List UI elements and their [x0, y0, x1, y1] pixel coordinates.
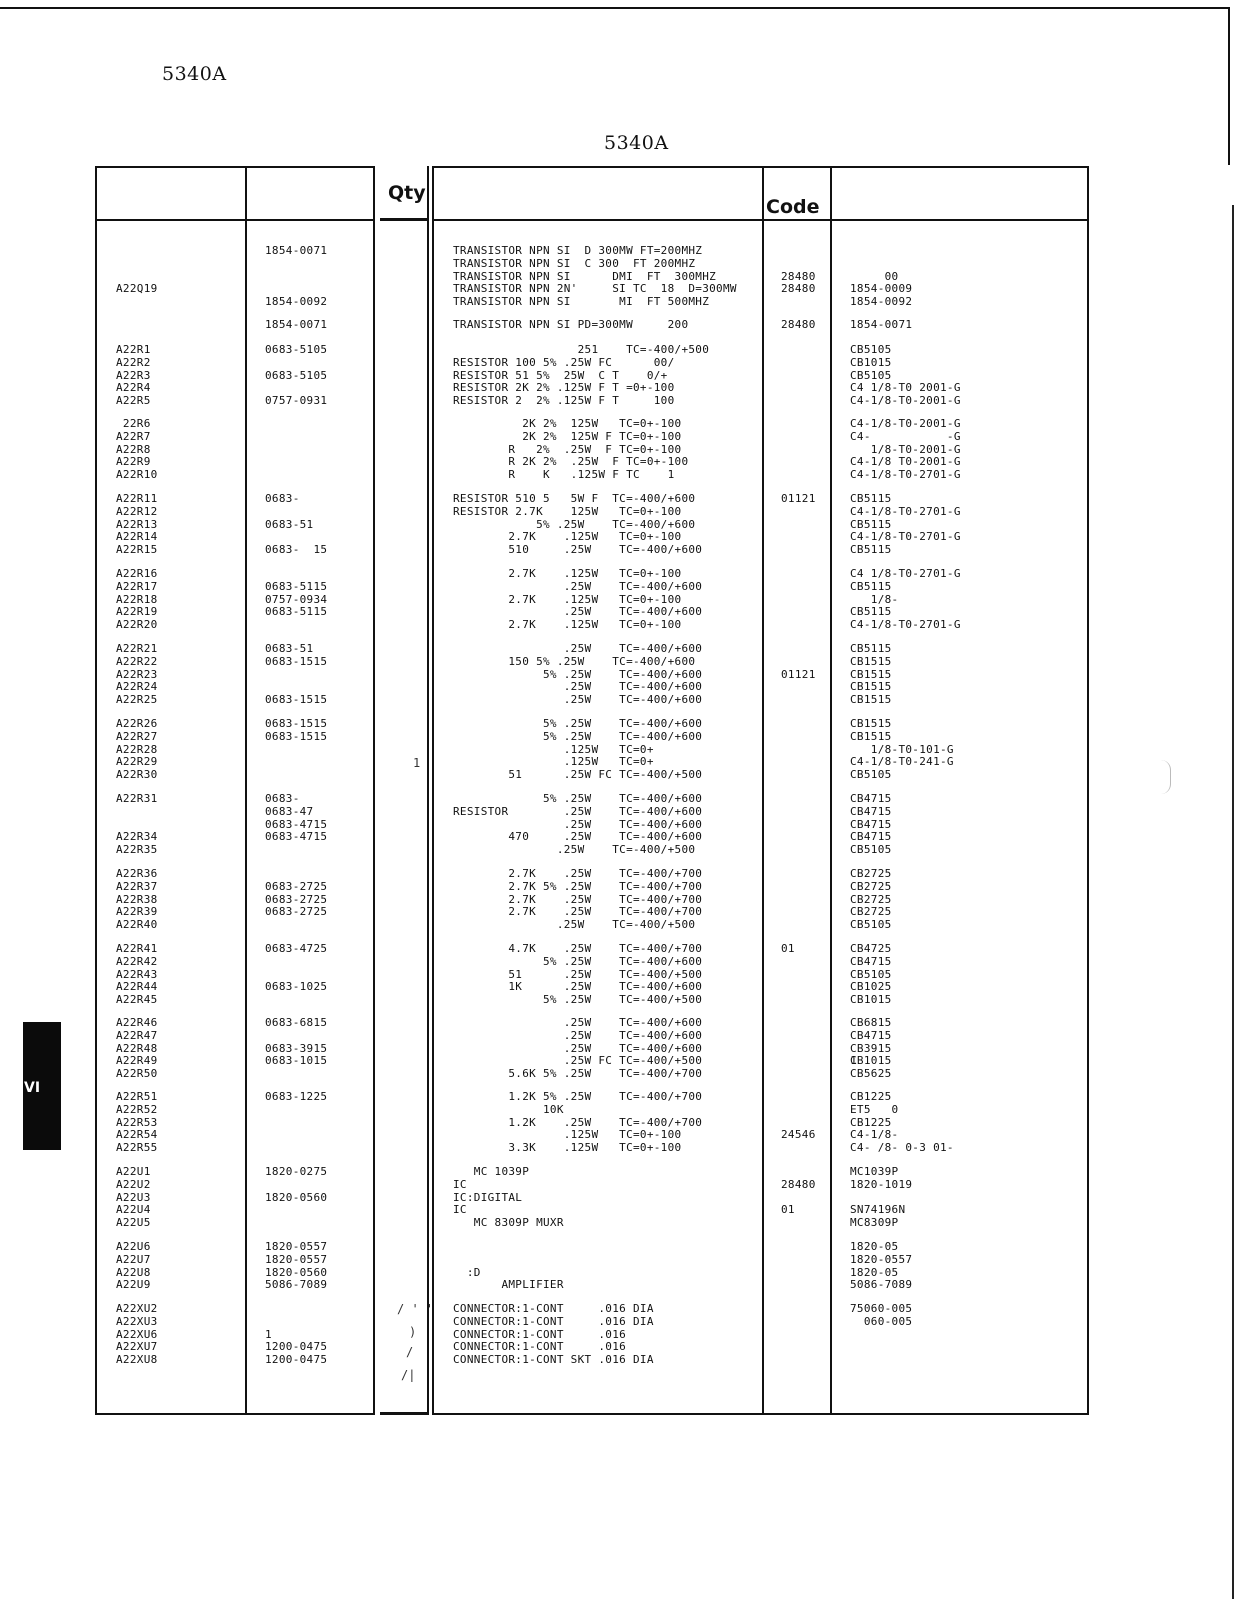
part-numbers: 1854-0071: [265, 318, 328, 331]
qty-mark: ): [409, 1325, 417, 1339]
descriptions: 4.7K .25W TC=-400/+700 5% .25W TC=-400/+600 51 .25W TC=-400/+500 1K .25W TC=-400/+600 5% .25W TC=-400/+500: [508, 942, 703, 1007]
page-border-right-lower: [1232, 205, 1234, 1599]
reference-designators: A22R36 A22R37 A22R38 A22R39 A22R40: [116, 867, 158, 932]
column-rule: [1087, 166, 1089, 1415]
column-rule: [95, 166, 97, 1415]
column-rule: [432, 166, 434, 1415]
part-numbers: 1820-0275 1820-0560: [265, 1165, 328, 1204]
mfr-part-numbers: 1820-05 1820-0557 1820-05 5086-7089: [850, 1240, 913, 1292]
mfr-codes: 28480 01: [781, 1177, 816, 1217]
reference-designators: A22U6 A22U7 A22U8 A22U9: [116, 1240, 151, 1292]
reference-designators: A22XU2 A22XU3 A22XU6 A22XU7 A22XU8: [116, 1302, 158, 1367]
part-numbers: 1854-0071 1854-0092: [265, 244, 328, 309]
qty-mark: 1: [413, 756, 421, 770]
mfr-codes: 01: [781, 942, 795, 955]
part-numbers: 0683-51 0683-1515 0683-1515: [265, 642, 328, 707]
reference-designators: A22R46 A22R47 A22R48 A22R49 A22R50: [116, 1016, 158, 1081]
table-top-rule: [95, 166, 375, 168]
part-numbers: 1820-0557 1820-0557 1820-0560 5086-7089: [265, 1240, 328, 1292]
descriptions: .25W TC=-400/+600 .25W TC=-400/+600 .25W TC=-400/+600 .25W FC TC=-400/+500 5.6K 5% .25W TC=-400/+700: [508, 1016, 703, 1081]
column-rule: [762, 166, 764, 1415]
descriptions: 2K 2% 125W TC=0+-100 2K 2% 125W F TC=0+-100 R 2% .25W F TC=0+-100 R 2K 2% .25W F TC=0+-100 R K .125W F TC 1: [508, 417, 689, 482]
header-rule: [433, 219, 1089, 221]
page-border-top: [0, 7, 1230, 9]
reference-designators: A22Q19: [116, 282, 158, 296]
mfr-part-numbers: CB5105 CB1015 CB5105 C4 1/8-T0 2001-G C4-1/8-T0-2001-G: [850, 343, 961, 408]
reference-designators: A22R1 A22R2 A22R3 A22R4 A22R5: [116, 343, 151, 408]
mfr-codes: 01121: [781, 667, 816, 681]
part-numbers: 0683-2725 0683-2725 0683-2725: [265, 879, 328, 919]
table-bottom-rule: [95, 1413, 375, 1415]
reference-designators: A22U1 A22U2 A22U3 A22U4 A22U5: [116, 1165, 151, 1230]
mfr-part-numbers: CB4715 CB4715 CB4715 CB4715 CB5105: [850, 792, 892, 857]
mfr-part-numbers: 1854-0071: [850, 318, 913, 331]
mfr-part-numbers: CB6815 CB4715 CB3915 CB1015 CB5625: [850, 1016, 892, 1081]
reference-designators: A22R16 A22R17 A22R18 A22R19 A22R20: [116, 567, 158, 632]
reference-designators: A22R31 A22R34 A22R35: [116, 792, 158, 857]
reference-designators: A22R41 A22R42 A22R43 A22R44 A22R45: [116, 942, 158, 1007]
part-numbers: 0683-1515 0683-1515: [265, 717, 328, 743]
mfr-codes: 01121: [781, 492, 816, 505]
part-numbers: 0683-1225: [265, 1090, 328, 1103]
qty-mark: /: [406, 1345, 414, 1359]
descriptions: 2.7K .125W TC=0+-100 .25W TC=-400/+600 2.7K .125W TC=0+-100 .25W TC=-400/+600 2.7K .125W TC=0+-100: [508, 567, 703, 632]
margin-artifact: [1158, 760, 1171, 794]
descriptions: 251 TC=-400/+500 RESISTOR 100 5% .25W FC 00/ RESISTOR 51 5% 25W C T 0/+ RESISTOR 2K 2% .125W F T =0+-100 RESISTOR 2 2% .125W F T 100: [453, 343, 710, 408]
column-rule: [427, 166, 429, 1415]
part-numbers: 0683-4725 0683-1025: [265, 942, 328, 994]
descriptions: :D AMPLIFIER: [466, 1265, 564, 1292]
mfr-codes: 24546: [781, 1128, 816, 1142]
mfr-part-numbers: CB2725 CB2725 CB2725 CB2725 CB5105: [850, 867, 892, 932]
mfr-part-numbers: CB1225 ET5 0 CB1225 C4-1/8- C4- /8- 0-3 01-: [850, 1090, 954, 1155]
mfr-part-numbers: CB1515 CB1515 1/8-T0-101-G C4-1/8-T0-241-G CB5105: [850, 717, 954, 782]
table-bottom-rule: [433, 1413, 1089, 1415]
mfr-part-numbers: CB5115 C4-1/8-T0-2701-G CB5115 C4-1/8-T0-2701-G CB5115: [850, 492, 961, 557]
column-rule: [245, 166, 247, 1415]
mfr-part-numbers: C4 1/8-T0-2701-G CB5115 1/8- CB5115 C4-1/8-T0-2701-G: [850, 567, 961, 632]
mfr-part-numbers: CB5115 CB1515 CB1515 CB1515 CB1515: [850, 642, 892, 707]
descriptions: 5% .25W TC=-400/+600 RESISTOR .25W TC=-400/+600 .25W TC=-400/+600 470 .25W TC=-400/+600 .25W TC=-400/+500: [453, 792, 703, 857]
qty-mark: / ' ': [397, 1302, 434, 1316]
column-rule: [830, 166, 832, 1415]
mfr-codes: 28480: [781, 318, 816, 331]
mfr-part-numbers: C4-1/8-T0-2001-G C4- -G 1/8-T0-2001-G C4-1/8 T0-2001-G C4-1/8-T0-2701-G: [850, 417, 961, 482]
descriptions: TRANSISTOR NPN SI D 300MW FT=200MHZ TRANSISTOR NPN SI C 300 FT 200MHZ TRANSISTOR NPN SI DMI FT 300MHZ TRANSISTOR NPN 2N' SI TC 18 D=300MW TRANSISTOR NPN SI MI FT 500MHZ: [453, 244, 737, 309]
descriptions: 1.2K 5% .25W TC=-400/+700 10K 1.2K .25W TC=-400/+700 .125W TC=0+-100 3.3K .125W TC=0+-100: [508, 1090, 703, 1155]
part-numbers: 1 1200-0475 1200-0475: [265, 1327, 328, 1367]
part-numbers: 0683-5115 0757-0934 0683-5115: [265, 579, 328, 619]
mfr-part-numbers: 00 1854-0009 1854-0092: [850, 269, 913, 309]
descriptions: RESISTOR 510 5 5W F TC=-400/+600 RESISTOR 2.7K 125W TC=0+-100 5% .25W TC=-400/+600 2.7K .125W TC=0+-100 510 .25W TC=-400/+600: [453, 492, 703, 557]
qty-mark: /|: [401, 1368, 416, 1382]
qty-header-rule: [380, 218, 427, 221]
mfr-codes: 1: [850, 1054, 858, 1068]
mfr-part-numbers: MC1039P 1820-1019 SN74196N MC8309P: [850, 1165, 913, 1230]
table-top-rule: [433, 166, 1089, 168]
page-border-right: [1228, 7, 1230, 165]
part-numbers: 0683- 0683-47 0683-4715 0683-4715: [265, 792, 328, 844]
section-tab-label: VI: [24, 1080, 41, 1096]
qty-bottom-rule: [380, 1412, 427, 1415]
reference-designators: A22R11 A22R12 A22R13 A22R14 A22R15: [116, 492, 158, 557]
part-numbers: 0683- 0683-51 0683- 15: [265, 492, 328, 557]
mfr-part-numbers: CB4725 CB4715 CB5105 CB1025 CB1015: [850, 942, 892, 1007]
mfr-codes: 28480 28480: [781, 269, 816, 296]
reference-designators: A22R26 A22R27 A22R28 A22R29 A22R30: [116, 717, 158, 782]
part-numbers: 0683-6815 0683-3915 0683-1015: [265, 1016, 328, 1068]
descriptions: .25W TC=-400/+600 150 5% .25W TC=-400/+600 5% .25W TC=-400/+600 .25W TC=-400/+600 .25W TC=-400/+600: [508, 642, 703, 707]
descriptions: CONNECTOR:1-CONT .016 DIA CONNECTOR:1-CONT .016 DIA CONNECTOR:1-CONT .016 CONNECTOR:1-CONT .016 CONNECTOR:1-CONT SKT .016 DIA: [453, 1302, 654, 1367]
reference-designators: A22R51 A22R52 A22R53 A22R54 A22R55: [116, 1090, 158, 1155]
document-id-center: 5340A: [604, 132, 669, 154]
header-rule: [95, 219, 375, 221]
descriptions: 2.7K .25W TC=-400/+700 2.7K 5% .25W TC=-400/+700 2.7K .25W TC=-400/+700 2.7K .25W TC=-400/+700 .25W TC=-400/+500: [508, 867, 703, 932]
column-rule: [373, 166, 375, 1415]
descriptions: 5% .25W TC=-400/+600 5% .25W TC=-400/+600 .125W TC=0+ .125W TC=0+ 51 .25W FC TC=-400/+500: [508, 717, 703, 782]
descriptions: TRANSISTOR NPN SI PD=300MW 200: [453, 318, 689, 331]
document-id-left: 5340A: [162, 63, 227, 85]
reference-designators: 22R6 A22R7 A22R8 A22R9 A22R10: [116, 417, 158, 482]
qty-column-header: Qty: [388, 182, 426, 204]
descriptions: MC 1039P IC IC:DIGITAL IC MC 8309P MUXR: [453, 1165, 564, 1230]
reference-designators: A22R21 A22R22 A22R23 A22R24 A22R25: [116, 642, 158, 707]
part-numbers: 0683-5105 0683-5105 0757-0931: [265, 343, 328, 408]
code-column-header: Code: [766, 196, 820, 218]
mfr-part-numbers: 75060-005 060-005: [850, 1302, 913, 1328]
